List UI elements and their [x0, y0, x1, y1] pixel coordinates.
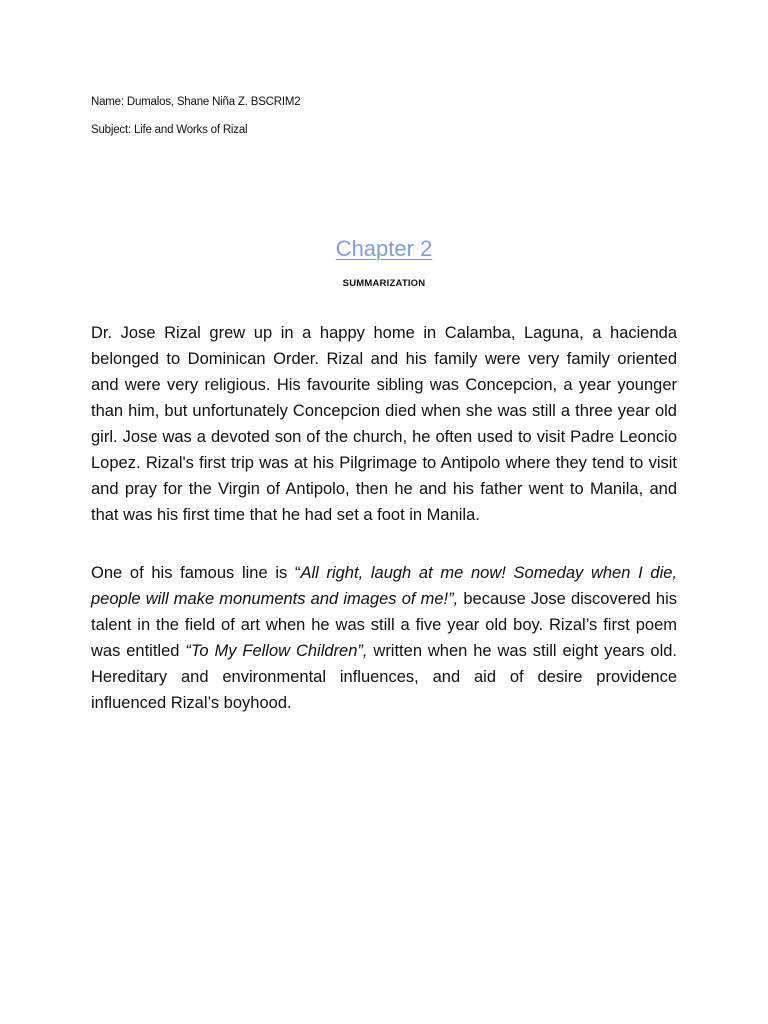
poem-title-quote: “To My Fellow Children”,: [185, 642, 368, 660]
chapter-title: Chapter 2: [335, 236, 433, 261]
subject-line: Subject: Life and Works of Rizal: [91, 124, 248, 136]
paragraph-2-end: written when he was still eight years old. Hereditary and environmental influences, and aid of desire providence influenced Rizal’s boyhood.: [91, 642, 677, 712]
paragraph-2-intro: One of his famous line is “: [91, 564, 301, 582]
body-paragraph-2: [91, 560, 677, 716]
section-subtitle: SUMMARIZATION: [342, 278, 426, 289]
paragraph-2-middle: because Jose discovered his talent in the field of art when he was still a five year old boy. Rizal’s first poem was entitled: [91, 590, 677, 660]
famous-line-quote: All right, laugh at me now! Someday when I die, people will make monuments and images of me!”,: [91, 564, 677, 608]
student-name-line: Name: Dumalos, Shane Niña Z. BSCRIM2: [91, 96, 301, 108]
body-paragraph-1: Dr. Jose Rizal grew up in a happy home in Calamba, Laguna, a hacienda belonged to Dominican Order. Rizal and his family were very family oriented and were very religious. His favourite sibling was Concepcion, a year younger than him, but unfortunately Concepcion died when she was still a three year old girl. Jose was a devoted son of the church, he often used to visit Padre Leoncio Lopez. Rizal's first trip was at his Pilgrimage to Antipolo where they tend to visit and pray for the Virgin of Antipolo, then he and his father went to Manila, and that was his first time that he had set a foot in Manila.: [91, 324, 677, 524]
